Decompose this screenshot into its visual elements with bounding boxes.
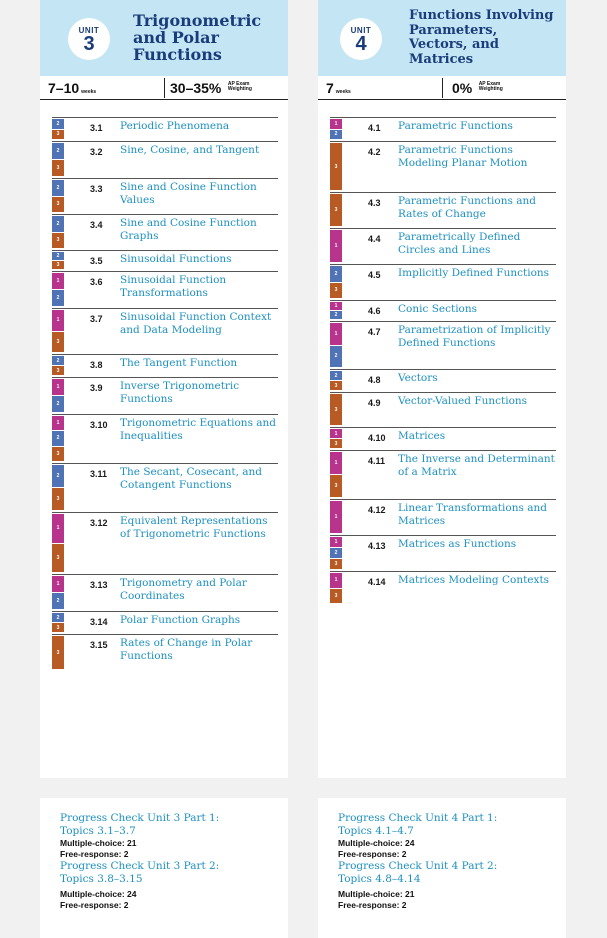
- skill-category-segment: 3: [330, 559, 342, 569]
- skill-category-segment: 3: [52, 623, 64, 632]
- weighting-label: AP Exam Weighting: [478, 81, 503, 92]
- topic-number: 3.2: [90, 147, 103, 157]
- topic-number: 4.8: [368, 375, 381, 385]
- unit-3-header: [40, 0, 288, 76]
- topic-title[interactable]: Inverse Trigonometric Functions: [120, 380, 240, 405]
- topic-title[interactable]: Parametric Functions Modeling Planar Motion: [398, 144, 528, 169]
- progress-check-topics[interactable]: Topics 3.8–3.15: [60, 873, 143, 885]
- skill-category-bar: [330, 230, 342, 262]
- topic-row[interactable]: [330, 571, 556, 604]
- skill-category-segment: 2: [52, 431, 64, 445]
- skill-category-segment: 1: [330, 119, 342, 129]
- skill-category-bar: [330, 194, 342, 226]
- skill-category-segment: 2: [52, 119, 64, 129]
- topic-row[interactable]: [52, 512, 278, 573]
- unit-4-meta: [318, 76, 566, 100]
- free-response-count: Free-response: 2: [338, 900, 407, 910]
- topic-row[interactable]: [330, 535, 556, 570]
- topic-title[interactable]: Polar Function Graphs: [120, 614, 241, 626]
- skill-category-bar: [52, 356, 64, 375]
- topic-number: 4.4: [368, 234, 381, 244]
- topic-title[interactable]: The Secant, Cosecant, and Cotangent Functions: [120, 466, 263, 491]
- topic-number: 3.13: [90, 580, 108, 590]
- topic-row[interactable]: [330, 264, 556, 299]
- skill-category-bar: [330, 394, 342, 425]
- progress-check-topics[interactable]: Topics 4.1–4.7: [338, 825, 414, 837]
- skill-category-segment: 3: [52, 447, 64, 461]
- skill-category-segment: 1: [52, 379, 64, 395]
- unit-4-header: [318, 0, 566, 76]
- weighting-value: 30–35%: [170, 80, 222, 96]
- topic-title[interactable]: Matrices as Functions: [398, 538, 517, 550]
- topic-title[interactable]: Equivalent Representations of Trigonometric Functions: [120, 515, 268, 540]
- skill-category-segment: 3: [52, 544, 64, 573]
- skill-category-bar: [330, 452, 342, 497]
- topic-title[interactable]: Parametric Functions and Rates of Change: [398, 195, 536, 220]
- skill-category-segment: 2: [52, 465, 64, 487]
- topic-row[interactable]: [52, 414, 278, 462]
- weeks-label: weeks: [335, 89, 351, 95]
- topic-row[interactable]: [330, 192, 556, 227]
- multiple-choice-count: Multiple-choice: 24: [60, 889, 137, 899]
- progress-check-topics[interactable]: Topics 4.8–4.14: [338, 873, 421, 885]
- skill-category-bar: [330, 266, 342, 298]
- progress-check-title[interactable]: Progress Check Unit 4 Part 2:: [338, 860, 498, 872]
- skill-category-segment: 3: [330, 194, 342, 226]
- topic-title[interactable]: Sine and Cosine Function Values: [120, 181, 257, 206]
- topic-row[interactable]: [330, 141, 556, 191]
- unit-3-meta: [40, 76, 288, 100]
- topic-row[interactable]: [52, 250, 278, 270]
- skill-category-bar: [330, 323, 342, 367]
- skill-category-segment: 2: [330, 266, 342, 282]
- skill-category-segment: 2: [52, 252, 64, 260]
- topic-title[interactable]: Trigonometry and Polar Coordinates: [120, 577, 247, 602]
- topic-title[interactable]: Parametrization of Implicitly Defined Functions: [398, 324, 551, 349]
- unit-4-progress-checks: [318, 798, 566, 938]
- skill-category-bar: [52, 310, 64, 352]
- topic-number: 3.3: [90, 184, 103, 194]
- skill-category-segment: 1: [330, 323, 342, 345]
- multiple-choice-count: Multiple-choice: 21: [338, 889, 415, 899]
- title-line: Functions: [133, 45, 222, 64]
- skill-category-segment: 2: [52, 593, 64, 609]
- topic-number: 4.6: [368, 306, 381, 316]
- skill-category-segment: 1: [52, 416, 64, 430]
- skill-category-segment: 3: [52, 160, 64, 176]
- skill-category-segment: 1: [330, 302, 342, 310]
- topic-title[interactable]: Linear Transformations and Matrices: [398, 502, 547, 527]
- skill-category-bar: [52, 416, 64, 461]
- unit-label: UNIT: [350, 26, 372, 35]
- topic-row[interactable]: [52, 271, 278, 307]
- topic-title[interactable]: Matrices Modeling Contexts: [398, 574, 550, 586]
- topic-row[interactable]: [330, 392, 556, 426]
- skill-category-segment: 1: [330, 537, 342, 547]
- skill-category-bar: [330, 119, 342, 139]
- topic-number: 3.5: [90, 256, 103, 266]
- topic-row[interactable]: [52, 611, 278, 633]
- topic-row[interactable]: [52, 214, 278, 249]
- skill-category-segment: 1: [52, 310, 64, 331]
- topic-row[interactable]: [330, 321, 556, 368]
- title-line: Functions Involving: [409, 8, 554, 23]
- skill-category-segment: 2: [52, 143, 64, 159]
- title-line: Trigonometric: [133, 11, 262, 30]
- topic-title[interactable]: Conic Sections: [398, 303, 478, 315]
- topic-number: 3.11: [90, 469, 108, 479]
- topic-row[interactable]: [52, 117, 278, 140]
- topic-title[interactable]: Sinusoidal Function Context and Data Modeling: [120, 311, 272, 336]
- topic-row[interactable]: [330, 369, 556, 391]
- meta-divider: [164, 78, 165, 98]
- topic-number: 3.6: [90, 277, 103, 287]
- skill-category-bar: [330, 573, 342, 603]
- topic-row[interactable]: [52, 574, 278, 610]
- progress-check-title[interactable]: Progress Check Unit 3 Part 2:: [60, 860, 220, 872]
- unit-3-title: [133, 12, 261, 63]
- skill-category-segment: 2: [52, 356, 64, 365]
- topic-title[interactable]: Sinusoidal Functions: [120, 253, 232, 265]
- skill-category-bar: [52, 143, 64, 176]
- topic-number: 3.15: [90, 640, 108, 650]
- topic-number: 4.1: [368, 123, 381, 133]
- skill-category-segment: 1: [52, 273, 64, 289]
- title-line: Matrices: [409, 51, 474, 67]
- topic-number: 3.14: [90, 617, 108, 627]
- skill-category-segment: 3: [52, 130, 64, 140]
- topic-row[interactable]: [52, 308, 278, 353]
- topic-number: 4.12: [368, 505, 386, 515]
- meta-divider: [442, 78, 443, 98]
- topic-number: 3.12: [90, 518, 108, 528]
- skill-category-segment: 1: [330, 501, 342, 533]
- skill-category-segment: 3: [330, 589, 342, 604]
- free-response-count: Free-response: 2: [60, 900, 129, 910]
- progress-check-title[interactable]: Progress Check Unit 3 Part 1:: [60, 812, 220, 824]
- topic-number: 4.2: [368, 147, 381, 157]
- topic-title[interactable]: Implicitly Defined Functions: [398, 267, 550, 279]
- topic-number: 4.5: [368, 270, 381, 280]
- skill-category-segment: 1: [330, 452, 342, 474]
- weeks-value: 7: [326, 80, 334, 96]
- skill-category-bar: [52, 576, 64, 609]
- skill-category-segment: 2: [330, 346, 342, 368]
- skill-category-bar: [52, 465, 64, 510]
- multiple-choice-count: Multiple-choice: 21: [60, 838, 137, 848]
- unit-4-badge: [340, 18, 382, 60]
- unit-3-badge: [68, 18, 110, 60]
- skill-category-segment: 3: [52, 488, 64, 510]
- topic-number: 4.7: [368, 327, 381, 337]
- topic-number: 3.10: [90, 420, 108, 430]
- skill-category-segment: 3: [52, 233, 64, 249]
- unit-4-column: [318, 0, 566, 778]
- topic-row[interactable]: [52, 141, 278, 177]
- skill-category-segment: 2: [330, 311, 342, 319]
- weeks-info: [48, 80, 96, 98]
- skill-category-segment: 3: [52, 261, 64, 269]
- skill-category-segment: 3: [52, 636, 64, 669]
- topic-title[interactable]: Rates of Change in Polar Functions: [120, 637, 253, 662]
- skill-category-segment: 3: [330, 143, 342, 190]
- skill-category-segment: 1: [52, 514, 64, 543]
- skill-category-segment: 1: [52, 576, 64, 592]
- progress-check-topics[interactable]: Topics 3.1–3.7: [60, 825, 136, 837]
- topic-title[interactable]: Matrices: [398, 430, 446, 442]
- skill-category-bar: [52, 273, 64, 306]
- skill-category-bar: [52, 613, 64, 632]
- skill-category-segment: 2: [52, 180, 64, 196]
- skill-category-segment: 2: [52, 613, 64, 622]
- skill-category-segment: 2: [330, 371, 342, 380]
- skill-category-bar: [52, 216, 64, 248]
- multiple-choice-count: Multiple-choice: 24: [338, 838, 415, 848]
- exam-weighting: [452, 80, 503, 98]
- title-line: Parameters,: [409, 22, 498, 38]
- topic-row[interactable]: [330, 450, 556, 498]
- topic-title[interactable]: Parametric Functions: [398, 120, 513, 132]
- unit-3-progress-checks: [40, 798, 288, 938]
- unit-number: 4: [355, 33, 367, 55]
- topic-number: 3.8: [90, 360, 103, 370]
- topic-number: 4.9: [368, 398, 381, 408]
- weighting-value: 0%: [452, 80, 473, 96]
- skill-category-bar: [330, 143, 342, 190]
- topic-title[interactable]: Trigonometric Equations and Inequalities: [120, 417, 277, 442]
- topic-row[interactable]: [330, 117, 556, 140]
- skill-category-segment: 3: [330, 381, 342, 390]
- topic-number: 3.7: [90, 314, 103, 324]
- skill-category-segment: 2: [330, 548, 342, 558]
- topic-row[interactable]: [52, 463, 278, 511]
- unit-label: UNIT: [78, 26, 100, 35]
- topic-title[interactable]: The Tangent Function: [120, 357, 238, 369]
- skill-category-bar: [52, 514, 64, 572]
- unit-4-title: [409, 9, 553, 67]
- topic-title[interactable]: Periodic Phenomena: [120, 120, 230, 132]
- topic-row[interactable]: [330, 228, 556, 263]
- skill-category-bar: [330, 501, 342, 533]
- skill-category-segment: 1: [330, 230, 342, 262]
- topic-number: 4.14: [368, 577, 386, 587]
- skill-category-bar: [52, 252, 64, 269]
- topic-title[interactable]: Vectors: [398, 372, 438, 384]
- exam-weighting: [170, 80, 252, 98]
- skill-category-segment: 3: [52, 366, 64, 375]
- skill-category-segment: 2: [330, 130, 342, 140]
- progress-check-title[interactable]: Progress Check Unit 4 Part 1:: [338, 812, 498, 824]
- free-response-count: Free-response: 2: [338, 849, 407, 859]
- weighting-label: AP Exam Weighting: [227, 81, 252, 92]
- topic-number: 4.13: [368, 541, 386, 551]
- topic-row[interactable]: [52, 354, 278, 376]
- weeks-label: weeks: [81, 89, 97, 95]
- topic-row[interactable]: [52, 178, 278, 213]
- skill-category-bar: [52, 379, 64, 412]
- title-line: Vectors, and: [409, 37, 499, 52]
- skill-category-segment: 2: [52, 290, 64, 306]
- skill-category-segment: 3: [52, 197, 64, 213]
- topic-title[interactable]: Vector-Valued Functions: [398, 395, 528, 407]
- topic-row[interactable]: [52, 634, 278, 670]
- free-response-count: Free-response: 2: [60, 849, 129, 859]
- topic-row[interactable]: [330, 300, 556, 320]
- skill-category-segment: 2: [52, 396, 64, 412]
- topic-row[interactable]: [330, 427, 556, 449]
- skill-category-bar: [330, 371, 342, 390]
- topic-number: 3.1: [90, 123, 103, 133]
- skill-category-bar: [330, 537, 342, 569]
- skill-category-segment: 2: [52, 216, 64, 232]
- topic-row[interactable]: [330, 499, 556, 534]
- topic-title[interactable]: Sinusoidal Function Transformations: [120, 274, 227, 299]
- skill-category-segment: 1: [330, 573, 342, 588]
- skill-category-bar: [52, 119, 64, 139]
- topic-number: 4.11: [368, 456, 386, 466]
- skill-category-bar: [330, 429, 342, 448]
- topic-row[interactable]: [52, 377, 278, 413]
- skill-category-segment: 3: [330, 283, 342, 299]
- skill-category-bar: [330, 302, 342, 319]
- skill-category-segment: 1: [330, 429, 342, 438]
- skill-category-segment: 3: [330, 394, 342, 425]
- topic-title[interactable]: Sine, Cosine, and Tangent: [120, 144, 260, 156]
- topic-number: 4.10: [368, 433, 386, 443]
- title-line: and Polar: [133, 28, 219, 47]
- skill-category-bar: [52, 180, 64, 212]
- topic-number: 3.4: [90, 220, 103, 230]
- topic-number: 3.9: [90, 383, 103, 393]
- topic-title[interactable]: Sine and Cosine Function Graphs: [120, 217, 257, 242]
- topic-title[interactable]: The Inverse and Determinant of a Matrix: [398, 453, 555, 478]
- skill-category-segment: 3: [330, 439, 342, 448]
- weeks-value: 7–10: [48, 80, 80, 96]
- topic-number: 4.3: [368, 198, 381, 208]
- skill-category-segment: 3: [52, 332, 64, 353]
- skill-category-bar: [52, 636, 64, 669]
- unit-number: 3: [83, 33, 95, 55]
- topic-title[interactable]: Parametrically Defined Circles and Lines: [398, 231, 521, 256]
- skill-category-segment: 3: [330, 475, 342, 497]
- unit-3-column: [40, 0, 288, 778]
- weeks-info: [326, 80, 351, 98]
